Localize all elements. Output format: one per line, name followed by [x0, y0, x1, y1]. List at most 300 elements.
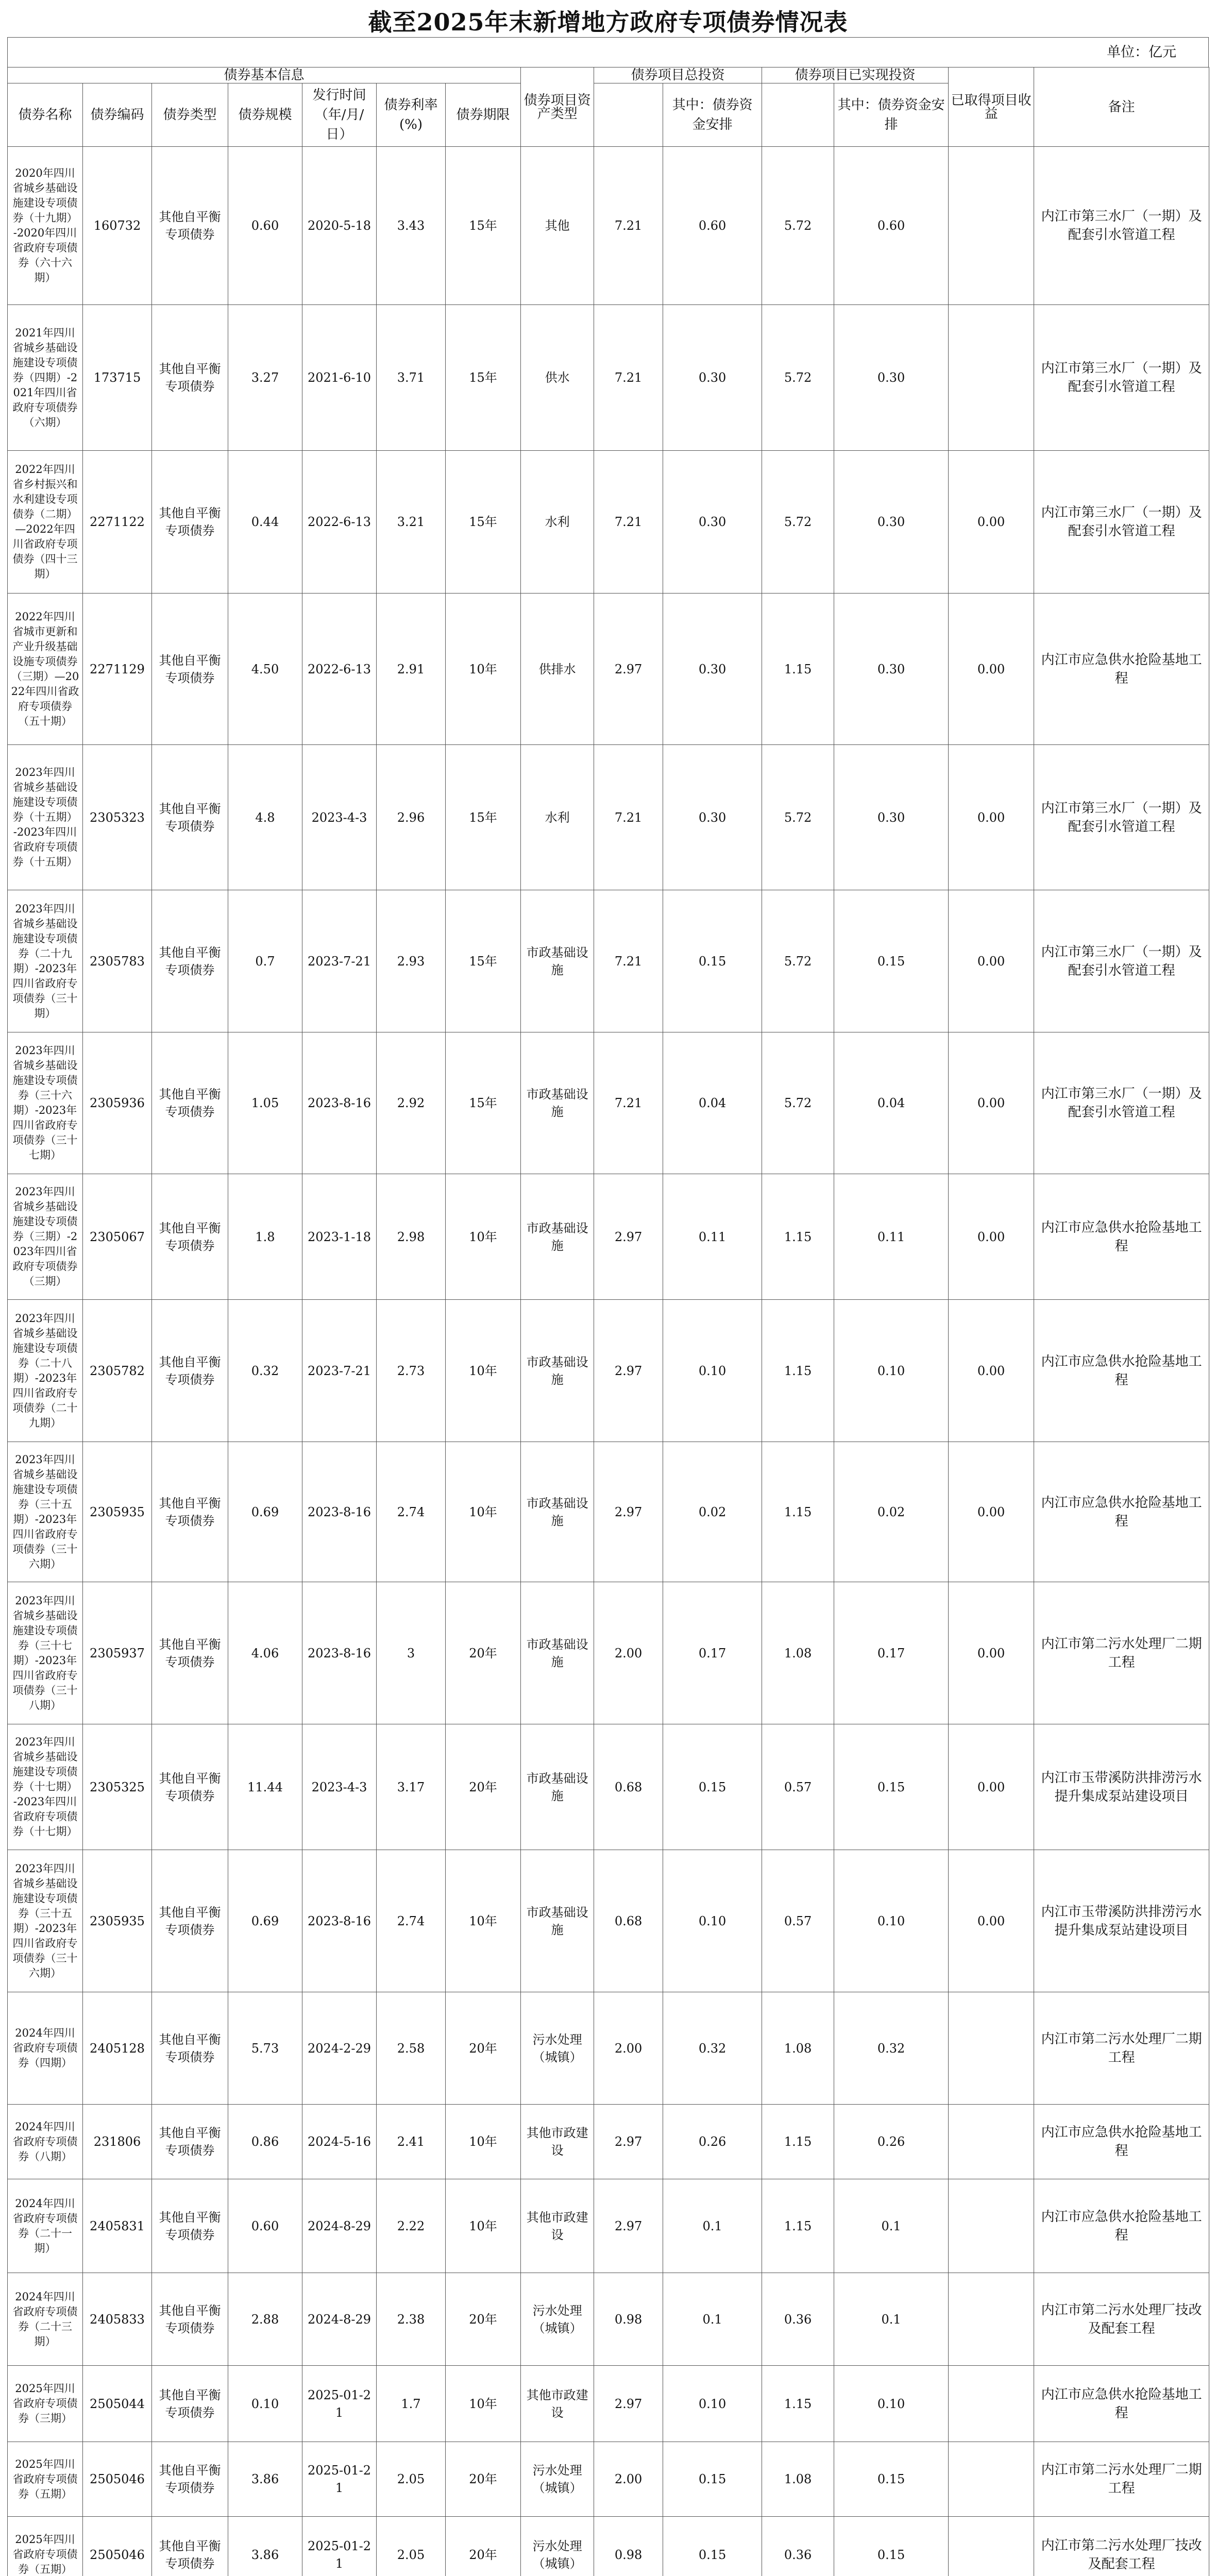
cell-total-investment: 2.00 [594, 1582, 663, 1724]
cell-total-bond-funds: 0.02 [663, 1442, 762, 1582]
cell-note: 内江市应急供水抢险基地工程 [1034, 2105, 1209, 2179]
cell-note: 内江市应急供水抢险基地工程 [1034, 2366, 1209, 2442]
cell-type: 其他自平衡专项债券 [152, 2179, 228, 2273]
cell-issue-date: 2025-01-21 [302, 2366, 377, 2442]
cell-income: 0.00 [949, 1582, 1034, 1724]
cell-note: 内江市第三水厂（一期）及配套引水管道工程 [1034, 305, 1209, 451]
unit-text: 单位：亿元 [1107, 44, 1176, 60]
cell-total-investment: 7.21 [594, 745, 663, 890]
cell-realized-bond-funds: 0.02 [834, 1442, 949, 1582]
cell-realized-investment: 0.36 [762, 2273, 834, 2366]
cell-realized-bond-funds: 0.15 [834, 2442, 949, 2517]
cell-total-bond-funds: 0.1 [663, 2273, 762, 2366]
cell-note: 内江市第二污水处理厂二期工程 [1034, 1582, 1209, 1724]
cell-term: 20年 [446, 1724, 521, 1850]
cell-code: 2305783 [83, 890, 152, 1032]
cell-income [949, 305, 1034, 451]
cell-income [949, 2273, 1034, 2366]
cell-code: 2271122 [83, 451, 152, 594]
table-row [8, 1992, 1209, 2105]
cell-issue-date: 2023-8-16 [302, 1032, 377, 1174]
cell-note: 内江市玉带溪防洪排涝污水提升集成泵站建设项目 [1034, 1850, 1209, 1992]
cell-total-bond-funds: 0.30 [663, 451, 762, 594]
cell-rate: 1.7 [377, 2366, 446, 2442]
cell-type: 其他自平衡专项债券 [152, 1032, 228, 1174]
cell-realized-investment: 0.36 [762, 2517, 834, 2576]
cell-issue-date: 2023-4-3 [302, 745, 377, 890]
table-row [8, 890, 1209, 1032]
cell-term: 10年 [446, 594, 521, 745]
header-total-amount [594, 83, 663, 147]
cell-income [949, 2442, 1034, 2517]
cell-realized-bond-funds: 0.30 [834, 305, 949, 451]
cell-issue-date: 2022-6-13 [302, 594, 377, 745]
table-row [8, 451, 1209, 594]
cell-rate: 3.71 [377, 305, 446, 451]
cell-total-investment: 2.97 [594, 594, 663, 745]
cell-realized-bond-funds: 0.04 [834, 1032, 949, 1174]
cell-note: 内江市应急供水抢险基地工程 [1034, 1300, 1209, 1442]
cell-realized-investment: 5.72 [762, 147, 834, 305]
cell-term: 10年 [446, 1174, 521, 1300]
cell-income [949, 2179, 1034, 2273]
cell-total-investment: 0.68 [594, 1850, 663, 1992]
cell-income [949, 147, 1034, 305]
cell-income: 0.00 [949, 594, 1034, 745]
cell-code: 2305935 [83, 1442, 152, 1582]
cell-type: 其他自平衡专项债券 [152, 1442, 228, 1582]
cell-rate: 2.98 [377, 1174, 446, 1300]
cell-code: 173715 [83, 305, 152, 451]
header-group-row [8, 67, 1209, 83]
table-body [8, 147, 1209, 2576]
header-term: 债券期限 [446, 83, 521, 147]
cell-realized-bond-funds: 0.1 [834, 2179, 949, 2273]
table-row [8, 1174, 1209, 1300]
cell-issue-date: 2023-4-3 [302, 1724, 377, 1850]
cell-asset-type: 市政基础设施 [521, 890, 594, 1032]
cell-income: 0.00 [949, 451, 1034, 594]
cell-asset-type: 市政基础设施 [521, 1582, 594, 1724]
cell-note: 内江市第三水厂（一期）及配套引水管道工程 [1034, 890, 1209, 1032]
cell-income: 0.00 [949, 1442, 1034, 1582]
cell-name: 2023年四川省城乡基础设施建设专项债券（三十五期）-2023年四川省政府专项债券（三十六期） [8, 1442, 83, 1582]
cell-total-investment: 2.97 [594, 2179, 663, 2273]
cell-name: 2024年四川省政府专项债券（四期） [8, 1992, 83, 2105]
cell-realized-investment: 1.15 [762, 594, 834, 745]
cell-type: 其他自平衡专项债券 [152, 451, 228, 594]
cell-asset-type: 其他市政建设 [521, 2179, 594, 2273]
cell-term: 10年 [446, 1300, 521, 1442]
cell-note: 内江市应急供水抢险基地工程 [1034, 1442, 1209, 1582]
table-row [8, 1032, 1209, 1174]
cell-rate: 2.05 [377, 2517, 446, 2576]
header-issue-date: 发行时间（年/月/日） [302, 83, 377, 147]
cell-rate: 3.21 [377, 451, 446, 594]
table-row [8, 1300, 1209, 1442]
cell-asset-type: 市政基础设施 [521, 1442, 594, 1582]
cell-total-investment: 0.98 [594, 2273, 663, 2366]
cell-name: 2025年四川省政府专项债券（五期） [8, 2442, 83, 2517]
cell-total-bond-funds: 0.30 [663, 305, 762, 451]
cell-rate: 3 [377, 1582, 446, 1724]
cell-income [949, 2517, 1034, 2576]
cell-scale: 1.05 [228, 1032, 302, 1174]
cell-total-bond-funds: 0.17 [663, 1582, 762, 1724]
cell-type: 其他自平衡专项债券 [152, 2366, 228, 2442]
cell-issue-date: 2023-8-16 [302, 1850, 377, 1992]
unit-label [7, 37, 1209, 67]
cell-scale: 3.86 [228, 2442, 302, 2517]
cell-rate: 2.05 [377, 2442, 446, 2517]
cell-code: 2405833 [83, 2273, 152, 2366]
cell-scale: 0.60 [228, 2179, 302, 2273]
cell-total-bond-funds: 0.11 [663, 1174, 762, 1300]
cell-term: 20年 [446, 2273, 521, 2366]
cell-realized-investment: 1.15 [762, 1174, 834, 1300]
cell-asset-type: 市政基础设施 [521, 1850, 594, 1992]
cell-scale: 0.32 [228, 1300, 302, 1442]
cell-name: 2021年四川省城乡基础设施建设专项债券（四期）-2021年四川省政府专项债券（六期） [8, 305, 83, 451]
cell-term: 15年 [446, 147, 521, 305]
cell-total-bond-funds: 0.04 [663, 1032, 762, 1174]
cell-income: 0.00 [949, 745, 1034, 890]
cell-asset-type: 其他市政建设 [521, 2105, 594, 2179]
cell-income: 0.00 [949, 1300, 1034, 1442]
cell-realized-bond-funds: 0.60 [834, 147, 949, 305]
cell-scale: 4.50 [228, 594, 302, 745]
cell-code: 2305782 [83, 1300, 152, 1442]
cell-income: 0.00 [949, 890, 1034, 1032]
cell-note: 内江市应急供水抢险基地工程 [1034, 2179, 1209, 2273]
cell-name: 2023年四川省城乡基础设施建设专项债券（三十五期）-2023年四川省政府专项债券（三十六期） [8, 1850, 83, 1992]
cell-scale: 2.88 [228, 2273, 302, 2366]
cell-total-investment: 7.21 [594, 147, 663, 305]
cell-total-investment: 2.97 [594, 1442, 663, 1582]
cell-total-bond-funds: 0.15 [663, 2517, 762, 2576]
cell-name: 2024年四川省政府专项债券（八期） [8, 2105, 83, 2179]
table-row [8, 147, 1209, 305]
cell-issue-date: 2023-8-16 [302, 1582, 377, 1724]
cell-name: 2023年四川省城乡基础设施建设专项债券（三十七期）-2023年四川省政府专项债券（三十八期） [8, 1582, 83, 1724]
cell-name: 2023年四川省城乡基础设施建设专项债券（三期）-2023年四川省政府专项债券（三期） [8, 1174, 83, 1300]
header-note: 备注 [1034, 67, 1209, 147]
cell-asset-type: 其他市政建设 [521, 2366, 594, 2442]
cell-total-investment: 0.68 [594, 1724, 663, 1850]
cell-rate: 2.41 [377, 2105, 446, 2179]
cell-term: 20年 [446, 2442, 521, 2517]
cell-scale: 0.69 [228, 1850, 302, 1992]
table-row [8, 2442, 1209, 2517]
cell-scale: 3.27 [228, 305, 302, 451]
cell-asset-type: 市政基础设施 [521, 1032, 594, 1174]
cell-scale: 5.73 [228, 1992, 302, 2105]
cell-note: 内江市应急供水抢险基地工程 [1034, 594, 1209, 745]
cell-type: 其他自平衡专项债券 [152, 1850, 228, 1992]
cell-scale: 11.44 [228, 1724, 302, 1850]
cell-total-investment: 2.97 [594, 2105, 663, 2179]
cell-asset-type: 水利 [521, 451, 594, 594]
cell-name: 2025年四川省政府专项债券（三期） [8, 2366, 83, 2442]
cell-realized-bond-funds: 0.1 [834, 2273, 949, 2366]
cell-total-investment: 7.21 [594, 890, 663, 1032]
cell-total-bond-funds: 0.26 [663, 2105, 762, 2179]
cell-total-bond-funds: 0.15 [663, 890, 762, 1032]
cell-code: 2305067 [83, 1174, 152, 1300]
cell-note: 内江市第二污水处理厂技改及配套工程 [1034, 2273, 1209, 2366]
cell-total-investment: 0.98 [594, 2517, 663, 2576]
cell-name: 2025年四川省政府专项债券（五期） [8, 2517, 83, 2576]
cell-type: 其他自平衡专项债券 [152, 2442, 228, 2517]
cell-realized-investment: 1.08 [762, 1992, 834, 2105]
cell-rate: 2.38 [377, 2273, 446, 2366]
cell-term: 10年 [446, 2366, 521, 2442]
cell-scale: 0.7 [228, 890, 302, 1032]
cell-type: 其他自平衡专项债券 [152, 2105, 228, 2179]
cell-realized-bond-funds: 0.15 [834, 890, 949, 1032]
cell-asset-type: 供水 [521, 305, 594, 451]
cell-term: 15年 [446, 305, 521, 451]
cell-realized-bond-funds: 0.10 [834, 1850, 949, 1992]
header-name: 债券名称 [8, 83, 83, 147]
cell-type: 其他自平衡专项债券 [152, 2517, 228, 2576]
cell-note: 内江市第三水厂（一期）及配套引水管道工程 [1034, 147, 1209, 305]
cell-note: 内江市第三水厂（一期）及配套引水管道工程 [1034, 745, 1209, 890]
cell-name: 2022年四川省城市更新和产业升级基础设施专项债券（三期）—2022年四川省政府专项债券（五十期） [8, 594, 83, 745]
cell-realized-bond-funds: 0.15 [834, 1724, 949, 1850]
cell-realized-investment: 5.72 [762, 305, 834, 451]
cell-type: 其他自平衡专项债券 [152, 2273, 228, 2366]
cell-realized-investment: 5.72 [762, 745, 834, 890]
cell-code: 2305935 [83, 1850, 152, 1992]
cell-rate: 2.92 [377, 1032, 446, 1174]
bond-table [7, 67, 1209, 2576]
cell-term: 20年 [446, 1992, 521, 2105]
cell-realized-investment: 5.72 [762, 890, 834, 1032]
cell-total-investment: 7.21 [594, 305, 663, 451]
cell-total-bond-funds: 0.10 [663, 2366, 762, 2442]
cell-note: 内江市第二污水处理厂二期工程 [1034, 2442, 1209, 2517]
cell-realized-bond-funds: 0.30 [834, 451, 949, 594]
cell-total-investment: 2.00 [594, 1992, 663, 2105]
cell-asset-type: 水利 [521, 745, 594, 890]
cell-rate: 2.73 [377, 1300, 446, 1442]
cell-rate: 2.91 [377, 594, 446, 745]
header-asset-type: 债券项目资产类型 [521, 67, 594, 147]
cell-code: 2305323 [83, 745, 152, 890]
cell-term: 15年 [446, 1032, 521, 1174]
cell-rate: 2.74 [377, 1442, 446, 1582]
cell-scale: 4.8 [228, 745, 302, 890]
cell-asset-type: 其他 [521, 147, 594, 305]
cell-total-bond-funds: 0.1 [663, 2179, 762, 2273]
cell-code: 2505046 [83, 2517, 152, 2576]
cell-scale: 1.8 [228, 1174, 302, 1300]
cell-note: 内江市第三水厂（一期）及配套引水管道工程 [1034, 451, 1209, 594]
table-row [8, 2273, 1209, 2366]
table-row [8, 2366, 1209, 2442]
table-row [8, 1724, 1209, 1850]
cell-term: 10年 [446, 2179, 521, 2273]
cell-income: 0.00 [949, 1032, 1034, 1174]
cell-total-investment: 7.21 [594, 1032, 663, 1174]
cell-scale: 3.86 [228, 2517, 302, 2576]
cell-realized-bond-funds: 0.26 [834, 2105, 949, 2179]
cell-note: 内江市第二污水处理厂技改及配套工程 [1034, 2517, 1209, 2576]
cell-type: 其他自平衡专项债券 [152, 890, 228, 1032]
cell-scale: 0.69 [228, 1442, 302, 1582]
cell-realized-investment: 1.15 [762, 2366, 834, 2442]
cell-rate: 2.22 [377, 2179, 446, 2273]
cell-issue-date: 2020-5-18 [302, 147, 377, 305]
cell-scale: 0.10 [228, 2366, 302, 2442]
cell-total-bond-funds: 0.10 [663, 1850, 762, 1992]
cell-total-investment: 2.97 [594, 1300, 663, 1442]
cell-type: 其他自平衡专项债券 [152, 305, 228, 451]
cell-issue-date: 2022-6-13 [302, 451, 377, 594]
cell-realized-investment: 0.57 [762, 1724, 834, 1850]
cell-rate: 2.58 [377, 1992, 446, 2105]
cell-name: 2023年四川省城乡基础设施建设专项债券（三十六期）-2023年四川省政府专项债券（三十七期） [8, 1032, 83, 1174]
cell-realized-bond-funds: 0.17 [834, 1582, 949, 1724]
table-row [8, 594, 1209, 745]
cell-realized-bond-funds: 0.30 [834, 594, 949, 745]
cell-name: 2024年四川省政府专项债券（二十三期） [8, 2273, 83, 2366]
cell-term: 20年 [446, 1582, 521, 1724]
header-group-realized: 债券项目已实现投资 [762, 67, 949, 83]
cell-rate: 3.43 [377, 147, 446, 305]
cell-issue-date: 2025-01-21 [302, 2517, 377, 2576]
cell-realized-investment: 1.15 [762, 2179, 834, 2273]
cell-issue-date: 2021-6-10 [302, 305, 377, 451]
cell-realized-investment: 1.15 [762, 1442, 834, 1582]
cell-scale: 0.44 [228, 451, 302, 594]
cell-term: 15年 [446, 890, 521, 1032]
table-row [8, 1442, 1209, 1582]
cell-asset-type: 市政基础设施 [521, 1174, 594, 1300]
cell-code: 2305325 [83, 1724, 152, 1850]
cell-type: 其他自平衡专项债券 [152, 1300, 228, 1442]
cell-code: 2405128 [83, 1992, 152, 2105]
cell-name: 2023年四川省城乡基础设施建设专项债券（十五期）-2023年四川省政府专项债券（十五期） [8, 745, 83, 890]
cell-asset-type: 市政基础设施 [521, 1300, 594, 1442]
cell-scale: 0.86 [228, 2105, 302, 2179]
cell-income [949, 2105, 1034, 2179]
cell-note: 内江市第二污水处理厂二期工程 [1034, 1992, 1209, 2105]
cell-total-bond-funds: 0.10 [663, 1300, 762, 1442]
cell-total-investment: 2.97 [594, 2366, 663, 2442]
cell-rate: 2.93 [377, 890, 446, 1032]
cell-total-bond-funds: 0.30 [663, 594, 762, 745]
cell-issue-date: 2023-7-21 [302, 1300, 377, 1442]
cell-realized-bond-funds: 0.10 [834, 1300, 949, 1442]
page-title: 截至2025年末新增地方政府专项债券情况表 [368, 8, 848, 36]
header-group-basic: 债券基本信息 [8, 67, 521, 83]
cell-name: 2023年四川省城乡基础设施建设专项债券（二十九期）-2023年四川省政府专项债券（三十期） [8, 890, 83, 1032]
cell-issue-date: 2024-8-29 [302, 2273, 377, 2366]
cell-realized-investment: 5.72 [762, 451, 834, 594]
cell-realized-investment: 5.72 [762, 1032, 834, 1174]
cell-term: 15年 [446, 451, 521, 594]
cell-type: 其他自平衡专项债券 [152, 745, 228, 890]
cell-issue-date: 2023-7-21 [302, 890, 377, 1032]
cell-scale: 4.06 [228, 1582, 302, 1724]
cell-total-bond-funds: 0.15 [663, 1724, 762, 1850]
cell-realized-investment: 0.57 [762, 1850, 834, 1992]
header-group-total: 债券项目总投资 [594, 67, 762, 83]
cell-code: 160732 [83, 147, 152, 305]
table-row [8, 745, 1209, 890]
cell-note: 内江市应急供水抢险基地工程 [1034, 1174, 1209, 1300]
cell-issue-date: 2024-8-29 [302, 2179, 377, 2273]
cell-realized-bond-funds: 0.32 [834, 1992, 949, 2105]
cell-name: 2023年四川省城乡基础设施建设专项债券（二十八期）-2023年四川省政府专项债券（二十九期） [8, 1300, 83, 1442]
cell-total-investment: 2.97 [594, 1174, 663, 1300]
cell-name: 2022年四川省乡村振兴和水利建设专项债券（二期）—2022年四川省政府专项债券（四十三期） [8, 451, 83, 594]
cell-type: 其他自平衡专项债券 [152, 1174, 228, 1300]
cell-issue-date: 2023-8-16 [302, 1442, 377, 1582]
cell-realized-bond-funds: 0.15 [834, 2517, 949, 2576]
cell-type: 其他自平衡专项债券 [152, 1582, 228, 1724]
cell-type: 其他自平衡专项债券 [152, 1992, 228, 2105]
table-row [8, 2517, 1209, 2576]
table-row [8, 2179, 1209, 2273]
cell-issue-date: 2023-1-18 [302, 1174, 377, 1300]
cell-realized-bond-funds: 0.30 [834, 745, 949, 890]
cell-name: 2023年四川省城乡基础设施建设专项债券（十七期）-2023年四川省政府专项债券（十七期） [8, 1724, 83, 1850]
cell-type: 其他自平衡专项债券 [152, 147, 228, 305]
header-realized-sub: 其中：债券资金安排 [834, 83, 949, 147]
cell-code: 231806 [83, 2105, 152, 2179]
cell-code: 2305936 [83, 1032, 152, 1174]
cell-asset-type: 污水处理（城镇） [521, 1992, 594, 2105]
cell-realized-investment: 1.15 [762, 1300, 834, 1442]
cell-income [949, 2366, 1034, 2442]
cell-note: 内江市第三水厂（一期）及配套引水管道工程 [1034, 1032, 1209, 1174]
cell-realized-bond-funds: 0.11 [834, 1174, 949, 1300]
cell-income: 0.00 [949, 1724, 1034, 1850]
cell-asset-type: 污水处理（城镇） [521, 2442, 594, 2517]
cell-issue-date: 2024-2-29 [302, 1992, 377, 2105]
cell-name: 2020年四川省城乡基础设施建设专项债券（十九期）-2020年四川省政府专项债券（六十六期） [8, 147, 83, 305]
cell-rate: 2.74 [377, 1850, 446, 1992]
cell-code: 2505044 [83, 2366, 152, 2442]
cell-term: 10年 [446, 1850, 521, 1992]
cell-term: 10年 [446, 1442, 521, 1582]
cell-term: 20年 [446, 2517, 521, 2576]
cell-total-bond-funds: 0.60 [663, 147, 762, 305]
cell-realized-investment: 1.15 [762, 2105, 834, 2179]
cell-type: 其他自平衡专项债券 [152, 1724, 228, 1850]
cell-note: 内江市玉带溪防洪排涝污水提升集成泵站建设项目 [1034, 1724, 1209, 1850]
cell-total-bond-funds: 0.15 [663, 2442, 762, 2517]
table-row [8, 305, 1209, 451]
cell-asset-type: 供排水 [521, 594, 594, 745]
header-income: 已取得项目收益 [949, 67, 1034, 147]
cell-total-investment: 7.21 [594, 451, 663, 594]
cell-term: 15年 [446, 745, 521, 890]
cell-asset-type: 污水处理（城镇） [521, 2273, 594, 2366]
table-row [8, 2105, 1209, 2179]
header-realized-amount [762, 83, 834, 147]
cell-code: 2305937 [83, 1582, 152, 1724]
cell-asset-type: 污水处理（城镇） [521, 2517, 594, 2576]
cell-income: 0.00 [949, 1850, 1034, 1992]
header-rate: 债券利率(%) [377, 83, 446, 147]
cell-code: 2405831 [83, 2179, 152, 2273]
cell-scale: 0.60 [228, 147, 302, 305]
cell-income [949, 1992, 1034, 2105]
